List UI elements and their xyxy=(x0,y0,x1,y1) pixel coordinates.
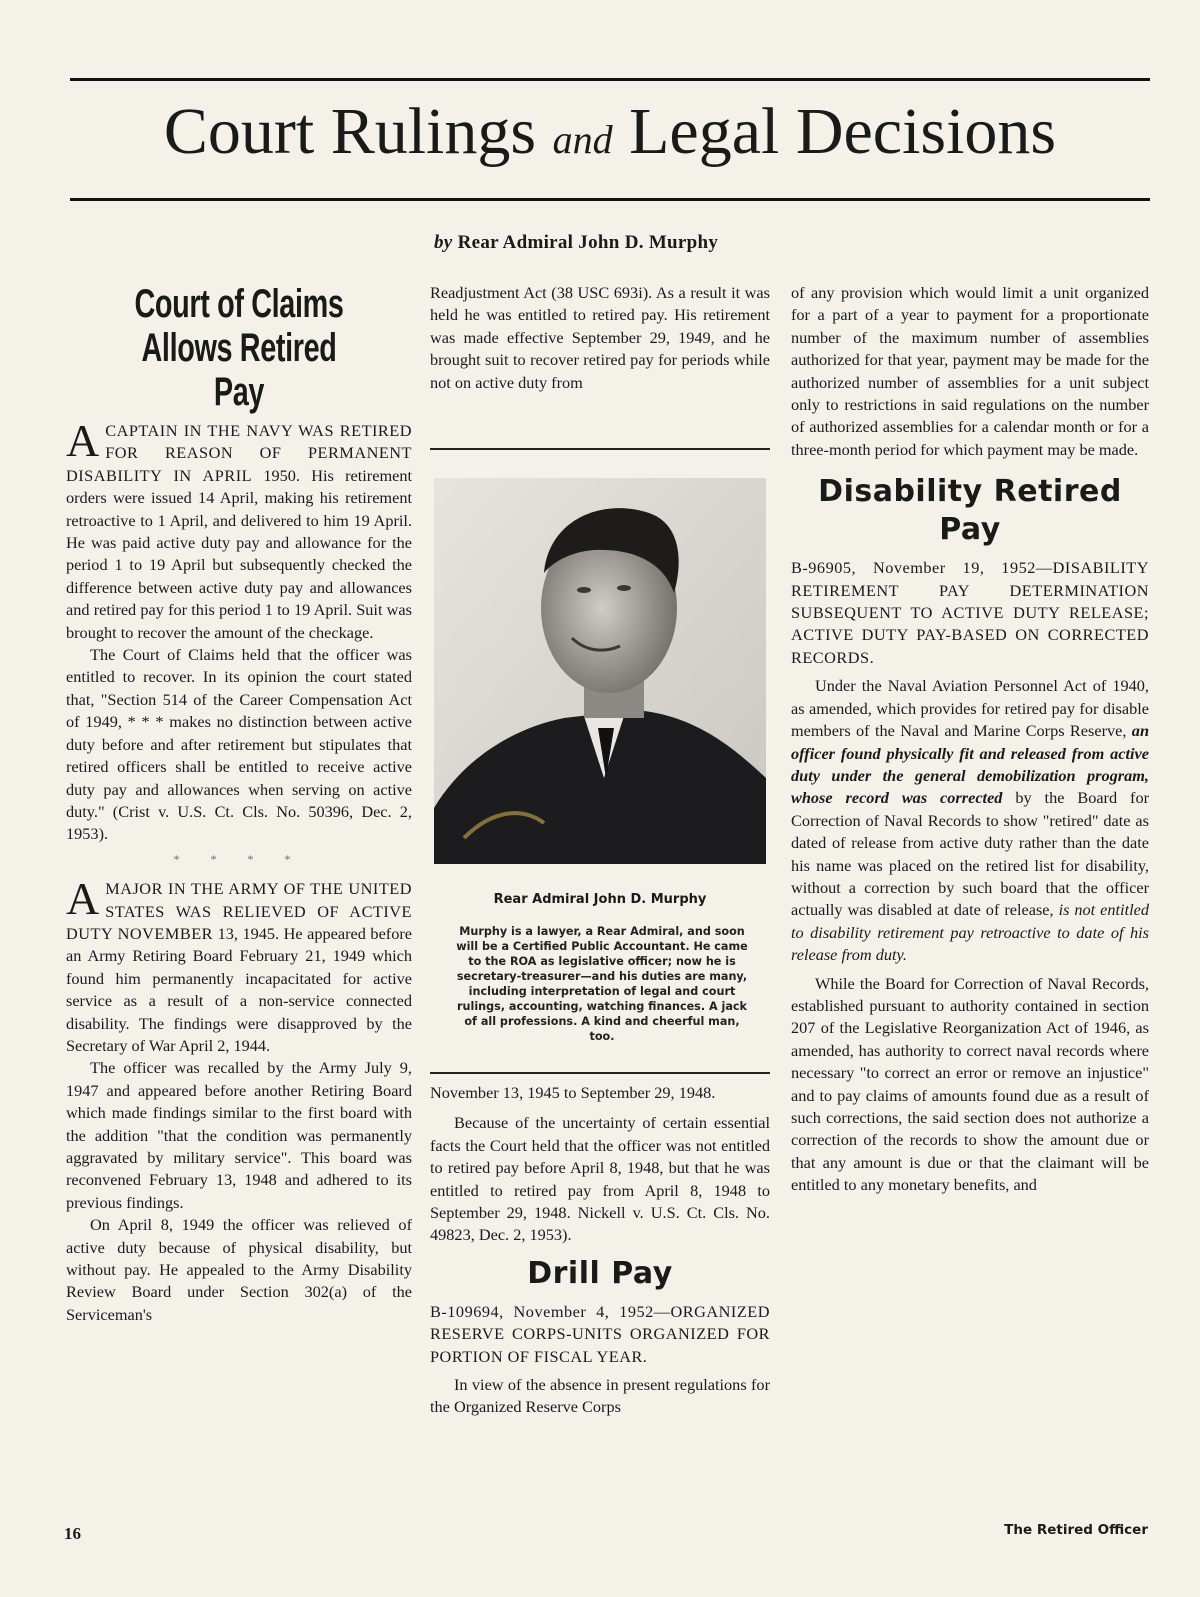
drill-pay-paragraph: In view of the absence in present regulations for the Organized Reserve Corps xyxy=(430,1375,770,1417)
byline xyxy=(434,232,718,254)
heading-court-of-claims xyxy=(114,282,363,414)
article-1-caps: CAPTAIN IN THE NAVY WAS RETIRED FOR REASON OF PERMANENT DISABILITY IN APRIL xyxy=(66,421,412,485)
continued-paragraph-2: Because of the uncertainty of certain essential facts the Court held that the officer was not entitled to retired pay before April 8, 1948, but that he was entitled to retired pay from April 8, 1948 to September 29, 1948. Nickell v. U.S. Ct. Cls. No. 49823, Dec. 2, 1953). xyxy=(430,1113,770,1245)
disability-ruling: B-96905, November 19, 1952—DISABILITY RETIREMENT PAY DETERMINATION SUBSEQUENT TO ACTIVE DUTY RELEASE; ACTIVE DUTY PAY-BASED ON CORRECTED RECORDS. xyxy=(791,558,1149,667)
publication-name: The Retired Officer xyxy=(1004,1522,1148,1538)
heading-line-2: Pay xyxy=(939,512,1001,548)
column-1 xyxy=(66,282,412,1326)
page-title xyxy=(70,92,1150,180)
paragraph-2-part-c: by the Board for Correction of Naval Records to show "retired" date as dated of release from active duty rather than the date his name was placed on the retired list for disability, without a correction by such board that the officer actually was disabled at date of release, xyxy=(791,788,1150,920)
title-and: and xyxy=(552,117,613,162)
column-3-top-paragraph: of any provision which would limit a unit organized for a part of a year to payment for a proportionate number of the maximum number of assemblies authorized for that year, payment may be made for the authorized number of assemblies for a unit subject only to restrictions in said regulations on the number of authorized assemblies for a calendar month or for a three-month period for which payment may be made. xyxy=(791,283,1149,459)
article-2-caps: MAJOR IN THE ARMY OF THE UNITED STATES WAS RELIEVED OF ACTIVE DUTY NOVEMBER xyxy=(66,879,412,943)
heading-drill-pay: Drill Pay xyxy=(527,1255,673,1291)
heading-disability-retired-pay xyxy=(791,473,1149,549)
column-2-continued xyxy=(430,1082,770,1419)
article-2-text: 13, 1945. He appeared before an Army Retiring Board February 21, 1949 which found him permanently incapacitated for active service as a result of a non-service connected disability. The findings were disapproved by the Secretary of War April 2, 1944. xyxy=(66,923,413,1055)
title-right: Legal Decisions xyxy=(629,95,1057,168)
title-rule xyxy=(70,198,1150,201)
heading-line-1: Court of Claims xyxy=(134,282,344,326)
top-rule xyxy=(70,78,1150,81)
paragraph-2-part-b: an officer found physically fit and released from active duty under the general demobilization program, whose record was corrected xyxy=(791,721,1149,808)
continued-paragraph-1: November 13, 1945 to September 29, 1948. xyxy=(430,1083,716,1102)
paragraph-2-part-a: Under the Naval Aviation Personnel Act of 1940, as amended, which provides for retired pay for disable members of the Naval and Marine Corps Reserve, xyxy=(791,676,1149,741)
drop-cap: A xyxy=(66,873,100,925)
heading-line-2: Allows Retired Pay xyxy=(141,326,337,414)
heading-line-1: Disability Retired xyxy=(818,474,1122,510)
section-separator: * * * * xyxy=(173,851,305,866)
article-1-paragraph-2: The Court of Claims held that the officer was entitled to recover. In its opinion the court stated that, "Section 514 of the Career Compensation Act of 1949, * * * makes no distinction between active duty before and after retirement but stipulates that retired officers shall be entitled to receive active duty pay and allowances when serving on active duty." (Crist v. U.S. Ct. Cls. No. 50396, Dec. 2, 1953). xyxy=(66,645,412,844)
drop-cap: A xyxy=(66,415,100,466)
article-2-lead xyxy=(66,873,413,1057)
portrait-image xyxy=(434,478,766,864)
disability-paragraph-2 xyxy=(791,675,1149,966)
photo-caption-body: Murphy is a lawyer, a Rear Admiral, and soon will be a Certified Public Accountant. He came to the ROA as legislative officer; now he is secretary-treasurer—and his duties are many, including interpretation of legal and court rulings, accounting, watching finances. A jack of all professions. A kind and cheerful man, too. xyxy=(456,925,748,1043)
column-2-top-paragraph: Readjustment Act (38 USC 693i). As a result it was held he was entitled to retired pay. His retirement was made effective September 29, 1949, and he brought suit to recover retired pay for periods while not on active duty from xyxy=(430,283,770,392)
article-1-lead xyxy=(66,415,413,644)
column-3 xyxy=(791,282,1149,1197)
photo-top-rule xyxy=(430,448,770,450)
title-left: Court Rulings xyxy=(163,95,537,168)
portrait-photo xyxy=(434,478,766,864)
paragraph-2-part-d: is not entitled to disability retirement pay retroactive to date of his release from duty. xyxy=(791,900,1149,965)
article-2-paragraph-3: On April 8, 1949 the officer was relieved of active duty because of physical disability, but without pay. He appealed to the Army Disability Review Board under Section 302(a) of the Serviceman's xyxy=(66,1215,412,1324)
article-2-paragraph-2: The officer was recalled by the Army July 9, 1947 and appeared before another Retiring Board which made findings similar to the first board with the addition "that the condition was permanently aggravated by military service". This board was reconvened February 13, 1948 and adhered to its previous findings. xyxy=(66,1058,412,1212)
byline-author: Rear Admiral John D. Murphy xyxy=(457,232,719,253)
article-1-text: 1950. His retirement orders were issued 14 April, making his retirement retroactive to 1 April, and delivered to him 19 April. He was paid active duty pay and allowance for the period 1 to 19 April but subsequently checked the difference between active duty pay and allowances and retired pay for this period 1 to 19 April. Suit was brought to recover the amount of the checkage. xyxy=(66,465,413,642)
page-number: 16 xyxy=(64,1524,81,1543)
disability-paragraph-3: While the Board for Correction of Naval Records, established pursuant to authority contained in section 207 of the Legislative Reorganization Act of 1946, as amended, has authority to correct naval records where necessary "to correct an error or remove an injustice" and to pay claims of amounts found due as a result of such corrections, the said section does not authorize a correction of the records to show the amount due or that any amount is due or that the claimant will be entitled to any monetary benefits, and xyxy=(791,973,1149,1195)
drill-pay-ruling: B-109694, November 4, 1952—ORGANIZED RESERVE CORPS-UNITS ORGANIZED FOR PORTION OF FISCAL YEAR. xyxy=(430,1301,770,1366)
byline-by: by xyxy=(434,232,453,253)
photo-caption-title: Rear Admiral John D. Murphy xyxy=(493,892,707,907)
caption-bottom-rule xyxy=(430,1072,770,1074)
column-2 xyxy=(430,282,770,394)
